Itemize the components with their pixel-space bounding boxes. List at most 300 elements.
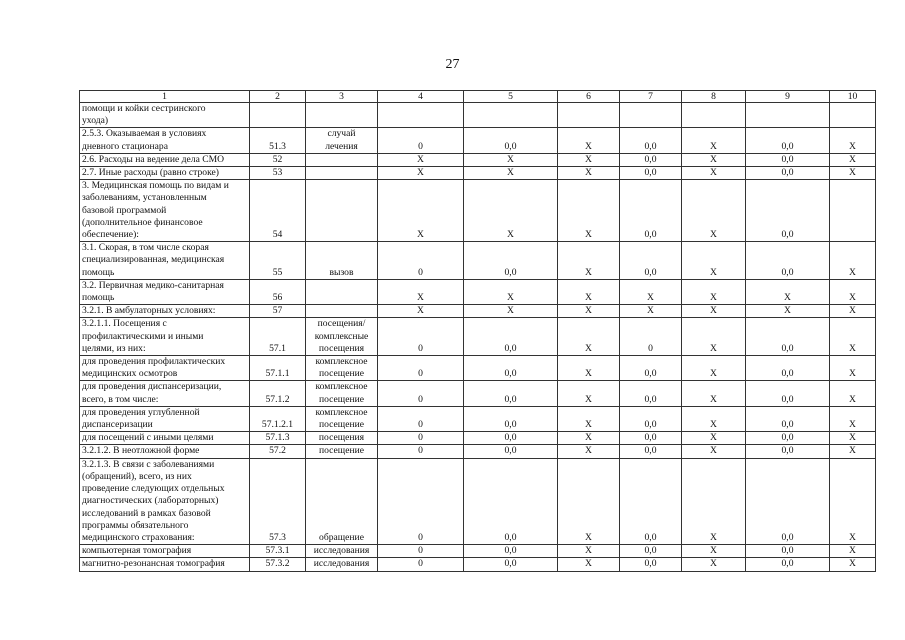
table-cell [306,128,378,153]
cell-text: X [849,558,856,570]
row-label-cell [80,445,250,458]
cell-text: 0,0 [644,167,657,179]
cell-text: 0,0 [781,229,794,241]
table-cell [682,279,746,304]
column-header: 6 [558,91,620,103]
cell-text: X [417,153,424,165]
cell-text: X [710,432,717,444]
cell-text: посещения [318,432,365,444]
table-cell [746,381,830,406]
table-row [80,432,876,445]
table-cell [682,406,746,431]
table-cell [250,432,306,445]
cell-text: X [585,229,592,241]
table-cell [558,305,620,318]
table-row [80,167,876,180]
table-cell [620,558,682,571]
cell-text: 0,0 [781,432,794,444]
table-cell [746,545,830,558]
row-label-cell [80,103,250,128]
table-cell [250,153,306,166]
table-cell [250,558,306,571]
table-cell [620,103,682,128]
table-cell [464,128,558,153]
cell-text: X [585,558,592,570]
table-cell [558,558,620,571]
cell-text: X [849,266,856,278]
table-cell [746,167,830,180]
cell-text: X [849,305,856,317]
table-cell [464,103,558,128]
table-cell [620,279,682,304]
cell-text: X [710,531,717,543]
cell-text: X [507,153,514,165]
table-cell [558,180,620,242]
cell-text: комплексное посещение [315,356,368,380]
table-row [80,305,876,318]
row-label-cell [80,128,250,153]
cell-text: 0,0 [644,229,657,241]
cell-text: X [417,229,424,241]
header-row [80,91,876,103]
cell-text: X [849,545,856,557]
table-cell [830,167,876,180]
cell-text: 0,0 [504,393,517,405]
cell-text: X [710,419,717,431]
cell-text: 53 [272,167,283,179]
cell-text: X [849,167,856,179]
table-cell [682,558,746,571]
page-number: 27 [445,57,460,72]
cell-text: 54 [272,229,283,241]
cell-text: X [710,229,717,241]
table-cell [830,153,876,166]
table-cell [746,406,830,431]
cell-text: 0,0 [644,558,657,570]
cell-text: для проведения диспансеризации, всего, в том числе: [82,381,222,405]
cell-text: 0,0 [781,445,794,457]
cell-text: 0 [418,393,423,405]
cell-text: 0 [418,368,423,380]
table-cell [620,167,682,180]
table-cell [682,103,746,128]
cell-text: 0 [418,531,423,543]
table-cell [464,558,558,571]
cell-text: для проведения профилактических медицинских осмотров [82,356,226,380]
cell-text: 2.5.3. Оказываемая в условиях дневного стационара [82,128,207,152]
cell-text: 57.2 [269,445,286,457]
table-cell [378,153,464,166]
table-cell [682,167,746,180]
cell-text: магнитно-резонансная томография [82,558,225,570]
cell-text: X [507,292,514,304]
cell-text: 0,0 [504,140,517,152]
cell-text: X [784,305,791,317]
table-cell [378,305,464,318]
table-cell [682,305,746,318]
table-cell [558,381,620,406]
table-cell [464,279,558,304]
table-cell [620,318,682,356]
cell-text: 0,0 [504,545,517,557]
cell-text: 0,0 [504,445,517,457]
table-cell [306,318,378,356]
row-label-cell [80,167,250,180]
table-cell [830,406,876,431]
table-cell [378,458,464,544]
cell-text: 0,0 [504,432,517,444]
table-cell [746,318,830,356]
cell-text: 3. Медицинская помощь по видам и заболеваниям, установленным базовой программой (дополнительное финансовое обеспечение): [82,180,229,241]
cell-text: 3.2.1.1. Посещения с профилактическими и иными целями, из них: [82,318,204,354]
row-label-cell [80,381,250,406]
table-cell [558,432,620,445]
table-cell [558,445,620,458]
cell-text: 0,0 [644,266,657,278]
row-label-cell [80,406,250,431]
cell-text: X [849,419,856,431]
cell-text: 2.6. Расходы на ведение дела СМО [82,153,225,165]
cell-text: X [710,393,717,405]
table-cell [830,432,876,445]
table-cell [620,242,682,280]
cell-text: 0 [418,419,423,431]
cell-text: 2.7. Иные расходы (равно строке) [82,167,219,179]
cell-text: X [710,140,717,152]
cell-text: 0,0 [644,432,657,444]
table-cell [746,128,830,153]
table-cell [558,406,620,431]
cell-text: X [710,305,717,317]
table-cell [620,180,682,242]
cell-text: помощи и койки сестринского ухода) [82,103,206,127]
table-cell [378,445,464,458]
table-row [80,458,876,544]
table-cell [830,128,876,153]
cell-text: 0,0 [781,266,794,278]
column-header: 2 [250,91,306,103]
table-cell [306,545,378,558]
cell-text: 0,0 [781,140,794,152]
cell-text: 57.1.1 [265,368,290,380]
table-cell [620,356,682,381]
table-cell [830,180,876,242]
cell-text: X [585,153,592,165]
cell-text: X [417,167,424,179]
cell-text: X [710,445,717,457]
table-cell [250,180,306,242]
cell-text: комплексное посещение [315,406,368,431]
row-label-cell [80,432,250,445]
cell-text: посещение [319,445,364,457]
table-cell [830,558,876,571]
table-cell [558,103,620,128]
table-cell [620,432,682,445]
table-cell [830,318,876,356]
cell-text: посещения/ комплексные посещения [314,318,369,354]
cell-text: для проведения углубленной диспансеризации [82,406,200,431]
table-cell [830,305,876,318]
table-cell [620,128,682,153]
table-cell [464,445,558,458]
cell-text: X [585,342,592,354]
table-cell [746,242,830,280]
table-cell [558,279,620,304]
table-cell [830,545,876,558]
table-cell [830,279,876,304]
table-row [80,445,876,458]
table-cell [830,356,876,381]
table-cell [378,558,464,571]
table-cell [830,458,876,544]
table-cell [306,458,378,544]
table-cell [620,153,682,166]
cell-text: 0,0 [644,545,657,557]
table-cell [306,103,378,128]
table-cell [306,406,378,431]
table-cell [464,356,558,381]
table-cell [250,381,306,406]
cell-text: 0,0 [504,558,517,570]
cell-text: 57.1.2 [265,393,290,405]
cell-text: 0,0 [504,368,517,380]
cell-text: X [710,558,717,570]
table-cell [558,167,620,180]
table-cell [682,381,746,406]
table-cell [464,432,558,445]
table-cell [306,432,378,445]
cell-text: 57.1.3 [265,432,290,444]
cell-text: 57 [272,305,283,317]
cell-text: 0 [418,140,423,152]
table-cell [558,545,620,558]
table-cell [378,103,464,128]
cell-text: X [849,153,856,165]
cell-text: 0,0 [781,153,794,165]
cell-text: 0,0 [504,342,517,354]
cell-text: комплексное посещение [315,381,368,405]
cell-text: X [849,342,856,354]
table-cell [250,545,306,558]
table-cell [620,305,682,318]
cell-text: X [585,393,592,405]
cell-text: 55 [272,266,283,278]
cell-text: X [507,229,514,241]
table-cell [250,318,306,356]
cell-text: 0,0 [644,140,657,152]
table-cell [306,242,378,280]
cell-text: 56 [272,292,283,304]
cell-text: X [507,305,514,317]
table-cell [464,167,558,180]
row-label-cell [80,458,250,544]
table-cell [464,180,558,242]
table-cell [306,356,378,381]
cell-text: X [710,342,717,354]
table-cell [682,318,746,356]
cell-text: исследования [313,545,370,557]
table-cell [830,242,876,280]
cell-text: 57.3.2 [265,558,290,570]
row-label-cell [80,545,250,558]
cell-text: X [585,305,592,317]
table-row [80,128,876,153]
cell-text: X [647,292,654,304]
cell-text: 3.2.1. В амбулаторных условиях: [82,305,216,317]
table-row [80,381,876,406]
table-cell [558,242,620,280]
table-cell [830,445,876,458]
table-cell [378,180,464,242]
table-cell [464,545,558,558]
cell-text: 57.1 [269,342,286,354]
table-cell [558,458,620,544]
table-cell [464,406,558,431]
table-cell [378,406,464,431]
column-header: 10 [830,91,876,103]
table-cell [620,458,682,544]
cell-text: исследования [313,558,370,570]
table-cell [746,279,830,304]
cell-text: 0,0 [644,445,657,457]
cell-text: 0,0 [504,419,517,431]
table-cell [746,458,830,544]
cell-text: X [585,292,592,304]
cell-text: X [849,445,856,457]
table-cell [378,381,464,406]
table-cell [746,445,830,458]
cell-text: 0,0 [504,531,517,543]
table-cell [306,167,378,180]
cell-text: 3.2.1.3. В связи с заболеваниями (обращений), всего, из них проведение следующих отдельных диагностических (лабораторных) исследований в рамках базовой программы обязательного медицинского страхования: [82,458,225,543]
cell-text: X [849,531,856,543]
cell-text: X [710,368,717,380]
table-cell [746,153,830,166]
cell-text: 0,0 [644,419,657,431]
cell-text: 0 [418,432,423,444]
cell-text: 0,0 [644,153,657,165]
cell-text: 0 [418,342,423,354]
cell-text: 0,0 [781,545,794,557]
cell-text: X [849,393,856,405]
table-row [80,356,876,381]
cell-text: X [585,140,592,152]
cell-text: вызов [329,266,354,278]
cell-text: X [784,292,791,304]
table-row [80,103,876,128]
row-label-cell [80,279,250,304]
cell-text: X [647,305,654,317]
table-row [80,180,876,242]
cell-text: 3.2.1.2. В неотложной форме [82,445,200,457]
table-cell [378,356,464,381]
cell-text: 0,0 [781,531,794,543]
table-cell [306,445,378,458]
table-cell [464,318,558,356]
table-cell [682,356,746,381]
table-cell [682,458,746,544]
table-cell [682,153,746,166]
table-cell [682,180,746,242]
cell-text: 0,0 [644,368,657,380]
table-cell [746,356,830,381]
cell-text: 0,0 [781,393,794,405]
table-cell [682,545,746,558]
cell-text: компьютерная томография [82,545,192,557]
table-cell [250,103,306,128]
cell-text: случай лечения [325,128,358,152]
table-cell [250,445,306,458]
cell-text: X [585,545,592,557]
table-cell [620,381,682,406]
table-cell [746,432,830,445]
table-cell [306,153,378,166]
table-cell [250,406,306,431]
cell-text: X [585,445,592,457]
table-cell [558,318,620,356]
table-cell [558,356,620,381]
table-cell [830,103,876,128]
cell-text: 0,0 [781,558,794,570]
cell-text: X [585,266,592,278]
cell-text: X [849,292,856,304]
column-header: 5 [464,91,558,103]
table-row [80,406,876,431]
table-cell [746,103,830,128]
row-label-cell [80,356,250,381]
cell-text: 57.3 [269,531,286,543]
table-cell [620,445,682,458]
cell-text: 0,0 [781,342,794,354]
data-table [79,90,876,572]
cell-text: 0,0 [781,419,794,431]
row-label-cell [80,318,250,356]
row-label-cell [80,558,250,571]
row-label-cell [80,305,250,318]
cell-text: X [849,432,856,444]
table-cell [378,242,464,280]
column-header: 9 [746,91,830,103]
cell-text: 0,0 [781,167,794,179]
table-cell [378,545,464,558]
row-label-cell [80,242,250,280]
table-cell [378,128,464,153]
table-cell [746,305,830,318]
column-header: 7 [620,91,682,103]
cell-text: 51.3 [269,140,286,152]
table-cell [746,558,830,571]
cell-text: X [585,368,592,380]
cell-text: 0,0 [781,368,794,380]
column-header: 3 [306,91,378,103]
cell-text: X [849,140,856,152]
cell-text: X [585,531,592,543]
table-cell [682,432,746,445]
cell-text: 0 [418,445,423,457]
cell-text: 0,0 [504,266,517,278]
cell-text: 0 [418,266,423,278]
table-cell [682,242,746,280]
table-cell [746,180,830,242]
table-cell [620,406,682,431]
table-cell [306,279,378,304]
table-cell [250,458,306,544]
column-header: 8 [682,91,746,103]
cell-text: X [710,167,717,179]
cell-text: 3.2. Первичная медико-санитарная помощь [82,279,224,304]
table-cell [620,545,682,558]
table-cell [558,128,620,153]
